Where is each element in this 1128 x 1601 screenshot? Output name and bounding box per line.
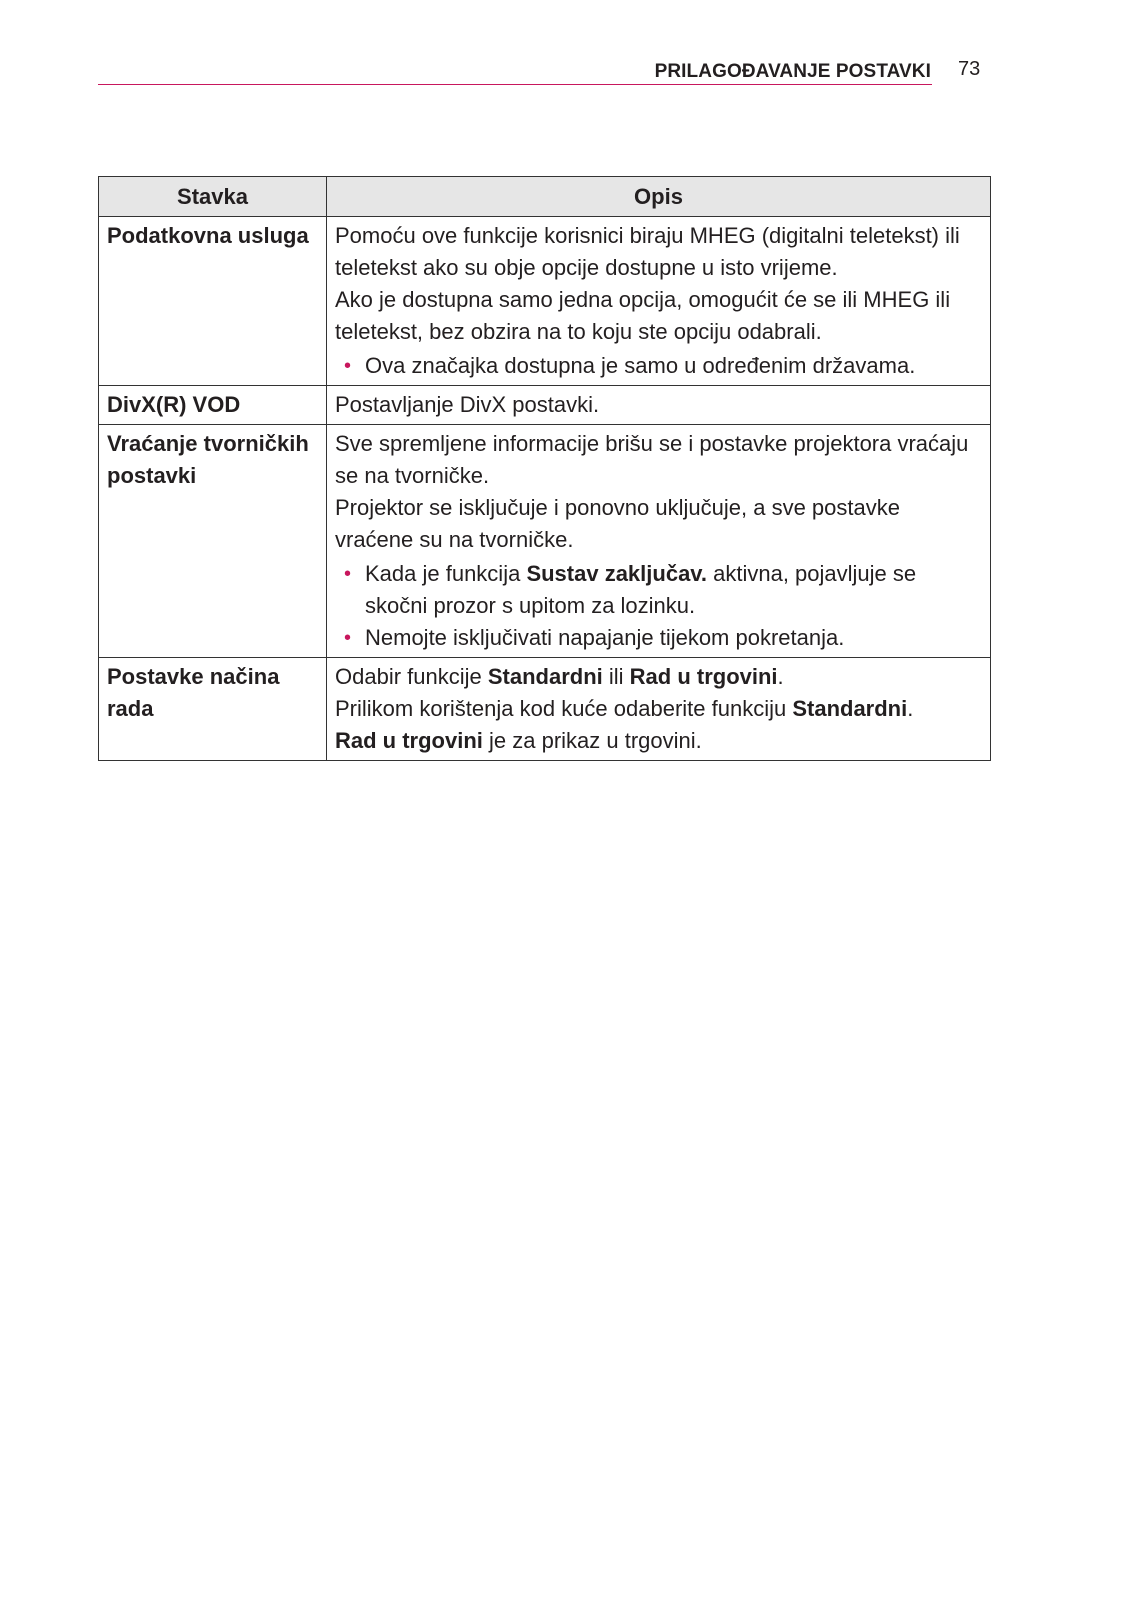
- note-text: Ova značajka dostupna je samo u određenim državama.: [365, 353, 916, 378]
- row-item-mode-settings: Postavke načina rada: [99, 658, 327, 761]
- table-row: [99, 386, 991, 425]
- text-segment: je za prikaz u trgovini.: [482, 728, 702, 753]
- section-title: PRILAGOĐAVANJE POSTAVKI: [654, 61, 931, 82]
- text-segment: .: [777, 664, 784, 689]
- description-line: [335, 725, 981, 757]
- column-header-description: Opis: [327, 177, 991, 217]
- table-row: [99, 658, 991, 761]
- table-row: [99, 425, 991, 658]
- page-number: 73: [958, 58, 981, 80]
- bullet-dot-icon: •: [344, 355, 352, 377]
- table-row: [99, 217, 991, 386]
- note-list: [335, 350, 981, 382]
- row-item-divx-vod: DivX(R) VOD: [99, 386, 327, 425]
- note-text-after: aktivna, pojavljuje se skočni prozor s upitom za lozinku.: [365, 561, 917, 618]
- bold-segment: Rad u trgovini: [629, 664, 778, 689]
- description-paragraph: Ako je dostupna samo jedna opcija, omogućit će se ili MHEG ili teletekst, bez obzira na to koju ste opciju odabrali.: [335, 287, 951, 344]
- note-text: Nemojte isključivati napajanje tijekom pokretanja.: [365, 625, 845, 650]
- note-item: [335, 558, 981, 622]
- description-paragraph: Sve spremljene informacije brišu se i postavke projektora vraćaju se na tvorničke.: [335, 431, 969, 488]
- description-paragraph: Pomoću ove funkcije korisnici biraju MHEG (digitalni teletekst) ili teletekst ako su obje opcije dostupne u isto vrijeme.: [335, 223, 960, 280]
- description-line: [335, 661, 981, 693]
- column-header-item: Stavka: [99, 177, 327, 217]
- settings-table: [98, 176, 991, 761]
- note-item: [335, 622, 981, 654]
- note-item: [335, 350, 981, 382]
- row-description: [327, 658, 991, 761]
- table-header-row: [99, 177, 991, 217]
- header-rule: [98, 84, 932, 85]
- text-segment: .: [907, 696, 914, 721]
- bold-segment: Standardni: [487, 664, 603, 689]
- description-paragraph: Projektor se isključuje i ponovno uključuje, a sve postavke vraćene su na tvorničke.: [335, 495, 900, 552]
- row-item-factory-reset: Vraćanje tvorničkih postavki: [99, 425, 327, 658]
- bold-segment: Standardni: [792, 696, 908, 721]
- text-segment: Prilikom korištenja kod kuće odaberite funkciju: [335, 696, 793, 721]
- note-text-bold: Sustav zaključav.: [526, 561, 708, 586]
- note-text-before: Kada je funkcija: [365, 561, 527, 586]
- description-line: [335, 693, 981, 725]
- row-item-data-service: Podatkovna usluga: [99, 217, 327, 386]
- bullet-dot-icon: •: [344, 627, 352, 649]
- text-segment: Odabir funkcije: [335, 664, 488, 689]
- note-list: [335, 558, 981, 654]
- row-description: [327, 386, 991, 425]
- row-description: [327, 217, 991, 386]
- bold-segment: Rad u trgovini: [335, 728, 483, 753]
- row-description: [327, 425, 991, 658]
- description-paragraph: Postavljanje DivX postavki.: [335, 392, 600, 417]
- text-segment: ili: [602, 664, 630, 689]
- bullet-dot-icon: •: [344, 563, 352, 585]
